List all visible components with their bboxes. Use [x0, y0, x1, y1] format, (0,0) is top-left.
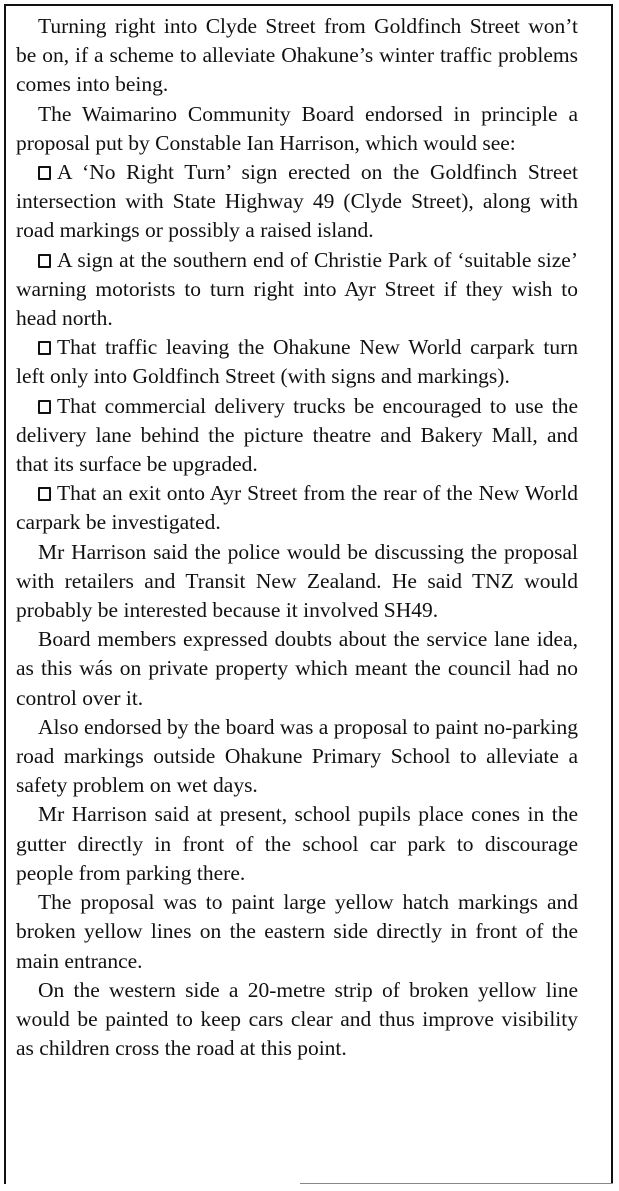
- bullet-text: That traffic leaving the Ohakune New World carpark turn left only into Goldfinch Street (with signs and markings).: [16, 335, 578, 389]
- checkbox-bullet-icon: [38, 400, 51, 414]
- paragraph-text: The proposal was to paint large yellow hatch markings and broken yellow lines on the eastern side directly in front of the main entrance.: [16, 890, 578, 973]
- paragraph-text: The Waimarino Community Board endorsed in principle a proposal put by Constable Ian Harrison, which would see:: [16, 101, 578, 155]
- paragraph: [16, 800, 578, 888]
- paragraph: [16, 12, 578, 100]
- checkbox-bullet-icon: [38, 487, 51, 501]
- checkbox-bullet-icon: [38, 341, 51, 355]
- checkbox-bullet-icon: [38, 166, 51, 180]
- bullet-text: That commercial delivery trucks be encouraged to use the delivery lane behind the picture theatre and Bakery Mall, and that its surface be upgraded.: [16, 393, 578, 477]
- paragraph: [16, 100, 578, 158]
- paragraph-text: Also endorsed by the board was a proposal to paint no-parking road markings outside Ohakune Primary School to alleviate a safety problem on wet days.: [16, 714, 578, 798]
- paragraph: [16, 713, 578, 801]
- paragraph: [16, 625, 578, 713]
- bullet-item: [16, 392, 578, 480]
- article-body: [16, 12, 578, 1063]
- paragraph-text: Mr Harrison said at present, school pupils place cones in the gutter directly in front of the school car park to discourage people from parking there.: [16, 802, 578, 885]
- paragraph-text: On the western side a 20-metre strip of broken yellow line would be painted to keep cars clear and thus improve visibility as children cross the road at this point.: [16, 977, 578, 1061]
- bullet-text: That an exit onto Ayr Street from the rear of the New World carpark be investigated.: [16, 481, 578, 535]
- bullet-item: [16, 158, 578, 246]
- paragraph-text: Mr Harrison said the police would be discussing the proposal with retailers and Transit New Zealand. He said TNZ would probably be interested because it involved SH49.: [16, 539, 578, 623]
- clipping-bottom-edge: [300, 1183, 613, 1184]
- bullet-item: [16, 479, 578, 537]
- paragraph-text: Board members expressed doubts about the service lane idea, as this wás on private property which meant the council had no control over it.: [16, 627, 578, 710]
- bullet-text: A sign at the southern end of Christie Park of ‘suitable size’ warning motorists to turn right into Ayr Street if they wish to head north.: [16, 247, 578, 331]
- bullet-item: [16, 246, 578, 334]
- paragraph: [16, 888, 578, 976]
- paragraph-text: Turning right into Clyde Street from Goldfinch Street won’t be on, if a scheme to alleviate Ohakune’s winter traffic problems comes into being.: [16, 14, 578, 97]
- paragraph: [16, 976, 578, 1064]
- paragraph: [16, 538, 578, 626]
- bullet-item: [16, 333, 578, 391]
- bullet-text: A ‘No Right Turn’ sign erected on the Goldfinch Street intersection with State Highway 49 (Clyde Street), along with road markings or possibly a raised island.: [16, 160, 578, 243]
- checkbox-bullet-icon: [38, 254, 51, 268]
